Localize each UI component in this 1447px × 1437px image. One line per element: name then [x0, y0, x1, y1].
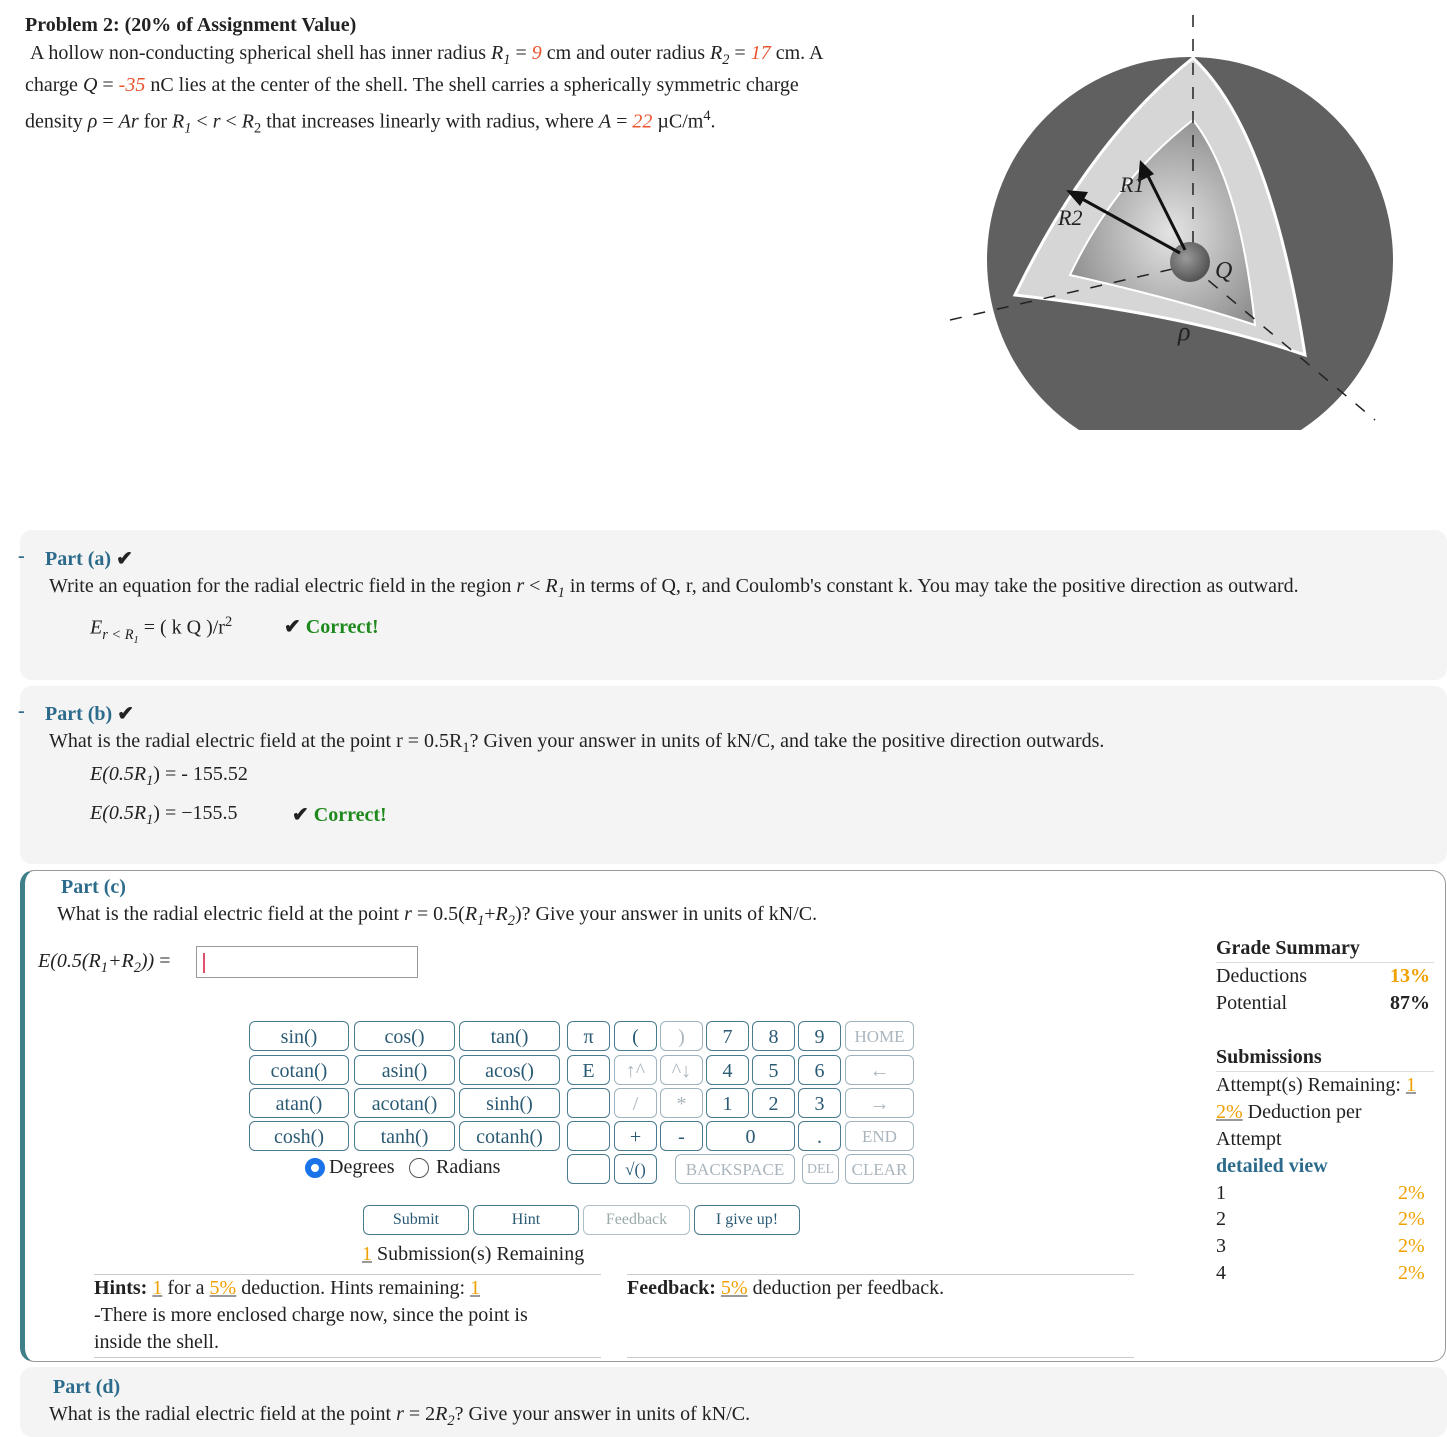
- divider: [94, 1274, 601, 1275]
- radians-label: Radians: [436, 1156, 501, 1178]
- part-b-entered: $E(0.5R_1)$ = - 155.52: [90, 763, 248, 789]
- degrees-radio[interactable]: [305, 1158, 325, 1178]
- q-value: -35: [118, 74, 146, 96]
- part-c-title[interactable]: Part (c): [61, 876, 126, 898]
- part-c-question: What is the radial electric field at the point $r = 0.5(R_1+R_2)$? Give your answer in units of kN/C.: [57, 903, 818, 929]
- hint-text-1: -There is more enclosed charge now, since the point is: [94, 1304, 528, 1326]
- collapse-part-b[interactable]: -: [18, 700, 25, 722]
- key-close-paren[interactable]: ): [660, 1021, 703, 1051]
- spherical-shell-figure: [940, 10, 1400, 430]
- key-decimal[interactable]: .: [798, 1121, 841, 1151]
- key-sinh[interactable]: sinh(): [459, 1088, 560, 1118]
- key-down[interactable]: ^↓: [660, 1055, 703, 1085]
- attempt-row-number: 3: [1216, 1235, 1226, 1257]
- key-left-arrow[interactable]: ←: [845, 1055, 914, 1085]
- key-sin[interactable]: sin(): [249, 1021, 349, 1051]
- r1-value: 9: [531, 42, 542, 64]
- text-caret: [203, 953, 205, 973]
- key-del[interactable]: DEL: [802, 1154, 839, 1184]
- part-a-question: Write an equation for the radial electric field in the region $r < R_1$ in terms of Q, r, and Coulomb's constant k. You may take the positive direction as outward.: [49, 575, 1299, 601]
- key-asin[interactable]: asin(): [354, 1055, 455, 1085]
- key-sqrt[interactable]: √(): [614, 1154, 657, 1184]
- key-blank-2[interactable]: [567, 1121, 610, 1151]
- charge-q: [1170, 242, 1210, 282]
- checkmark-icon: ✔: [284, 616, 301, 638]
- part-c-input-label: $E(0.5(R_1+R_2))$ =: [38, 950, 171, 976]
- attempt-row-deduction: 2%: [1398, 1182, 1425, 1204]
- attempt-word: Attempt: [1216, 1128, 1282, 1150]
- key-5[interactable]: 5: [752, 1055, 795, 1085]
- key-plus[interactable]: +: [614, 1121, 657, 1151]
- divider: [1216, 1071, 1434, 1072]
- attempt-row-deduction: 2%: [1398, 1208, 1425, 1230]
- divider: [1216, 962, 1434, 963]
- collapse-part-a[interactable]: -: [18, 545, 25, 567]
- attempt-row-number: 1: [1216, 1182, 1226, 1204]
- divider: [627, 1274, 1134, 1275]
- key-6[interactable]: 6: [798, 1055, 841, 1085]
- r2-value: 17: [750, 42, 771, 64]
- attempts-remaining: Attempt(s) Remaining: 1: [1216, 1074, 1416, 1096]
- part-a-answer: $E_{r < R_1}$ = ( k Q )$/r^2$: [90, 614, 233, 646]
- key-cotan[interactable]: cotan(): [249, 1055, 349, 1085]
- a-value: 22: [632, 110, 653, 133]
- degrees-label: Degrees: [329, 1156, 395, 1178]
- deductions-label: Deductions: [1216, 965, 1308, 987]
- submit-button[interactable]: Submit: [363, 1205, 469, 1235]
- key-0[interactable]: 0: [706, 1121, 795, 1151]
- hint-button[interactable]: Hint: [473, 1205, 579, 1235]
- grade-summary-title: Grade Summary: [1216, 937, 1360, 959]
- attempt-row-deduction: 2%: [1398, 1262, 1425, 1284]
- radians-radio[interactable]: [409, 1158, 429, 1178]
- key-home[interactable]: HOME: [845, 1021, 914, 1051]
- part-a-title[interactable]: Part (a) ✔: [45, 548, 133, 570]
- problem-line-1: A hollow non-conducting spherical shell has inner radius $R_1 = 9$ cm and outer radius $R_2 = 17$ cm. A: [30, 42, 824, 68]
- key-acotan[interactable]: acotan(): [354, 1088, 455, 1118]
- key-tanh[interactable]: tanh(): [354, 1121, 455, 1151]
- key-acos[interactable]: acos(): [459, 1055, 560, 1085]
- key-e[interactable]: E: [567, 1055, 610, 1085]
- key-cos[interactable]: cos(): [354, 1021, 455, 1051]
- label-rho: ρ: [1178, 317, 1191, 346]
- part-b-question: What is the radial electric field at the point $r = 0.5R_1$? Given your answer in units of kN/C, and take the positive direction outwards.: [49, 730, 1105, 756]
- divider: [94, 1357, 601, 1358]
- detailed-view-link[interactable]: detailed view: [1216, 1155, 1328, 1177]
- key-cosh[interactable]: cosh(): [249, 1121, 349, 1151]
- label-r1: R1: [1120, 172, 1145, 197]
- give-up-button[interactable]: I give up!: [694, 1205, 800, 1235]
- part-b-evaluated: $E(0.5R_1) = -155.5$: [90, 802, 238, 828]
- key-4[interactable]: 4: [706, 1055, 749, 1085]
- answer-input[interactable]: [196, 946, 418, 978]
- feedback-line: Feedback: 5% deduction per feedback.: [627, 1277, 945, 1299]
- key-atan[interactable]: atan(): [249, 1088, 349, 1118]
- feedback-button[interactable]: Feedback: [583, 1205, 690, 1235]
- problem-line-2: charge Q = -35 nC lies at the center of the shell. The shell carries a spherically symmetric charge: [25, 74, 799, 96]
- part-a-panel: [20, 530, 1447, 680]
- attempt-row-number: 4: [1216, 1262, 1226, 1284]
- key-9[interactable]: 9: [798, 1021, 841, 1051]
- divider: [627, 1357, 1134, 1358]
- checkmark-icon: ✔: [116, 548, 133, 570]
- submissions-remaining: 1 Submission(s) Remaining: [362, 1243, 585, 1265]
- key-right-arrow[interactable]: →: [845, 1088, 914, 1118]
- key-tan[interactable]: tan(): [459, 1021, 560, 1051]
- key-2[interactable]: 2: [752, 1088, 795, 1118]
- attempt-row-number: 2: [1216, 1208, 1226, 1230]
- checkmark-icon: ✔: [117, 703, 134, 725]
- key-divide[interactable]: /: [614, 1088, 657, 1118]
- attempt-row-deduction: 2%: [1398, 1235, 1425, 1257]
- part-b-title[interactable]: Part (b) ✔: [45, 703, 134, 725]
- key-end[interactable]: END: [845, 1121, 914, 1151]
- deduction-per-attempt: 2% Deduction per: [1216, 1101, 1362, 1123]
- key-7[interactable]: 7: [706, 1021, 749, 1051]
- submissions-title: Submissions: [1216, 1046, 1322, 1068]
- key-cotanh[interactable]: cotanh(): [459, 1121, 560, 1151]
- key-open-paren[interactable]: (: [614, 1021, 657, 1051]
- hint-text-2: inside the shell.: [94, 1331, 219, 1353]
- key-clear[interactable]: CLEAR: [845, 1154, 914, 1184]
- problem-line-3: density ρ = Ar for $R_1 < r < R_2$ that increases linearly with radius, where A = 22 $\mu C/m^4$.: [25, 108, 716, 137]
- key-minus[interactable]: -: [660, 1121, 703, 1151]
- hints-line: Hints: 1 for a 5% deduction. Hints remaining: 1: [94, 1277, 481, 1299]
- key-3[interactable]: 3: [798, 1088, 841, 1118]
- key-blank-3[interactable]: [567, 1154, 610, 1184]
- label-r2: R2: [1058, 205, 1083, 230]
- key-backspace[interactable]: BACKSPACE: [675, 1154, 795, 1184]
- potential-label: Potential: [1216, 992, 1288, 1014]
- key-multiply[interactable]: *: [660, 1088, 703, 1118]
- deductions-value: 13%: [1390, 965, 1430, 987]
- checkmark-icon: ✔: [292, 804, 309, 826]
- key-8[interactable]: 8: [752, 1021, 795, 1051]
- key-1[interactable]: 1: [706, 1088, 749, 1118]
- problem-title: Problem 2: (20% of Assignment Value): [25, 14, 357, 36]
- key-up[interactable]: ↑^: [614, 1055, 657, 1085]
- potential-value: 87%: [1390, 992, 1430, 1014]
- part-d-title[interactable]: Part (d): [53, 1376, 121, 1398]
- part-b-correct: ✔ Correct!: [292, 804, 387, 826]
- part-d-question: What is the radial electric field at the point $r = 2R_2$? Give your answer in units of kN/C.: [49, 1403, 751, 1429]
- label-q: Q: [1215, 258, 1233, 284]
- key-blank-1[interactable]: [567, 1088, 610, 1118]
- key-pi[interactable]: π: [567, 1021, 610, 1051]
- part-a-correct: ✔ Correct!: [284, 616, 379, 638]
